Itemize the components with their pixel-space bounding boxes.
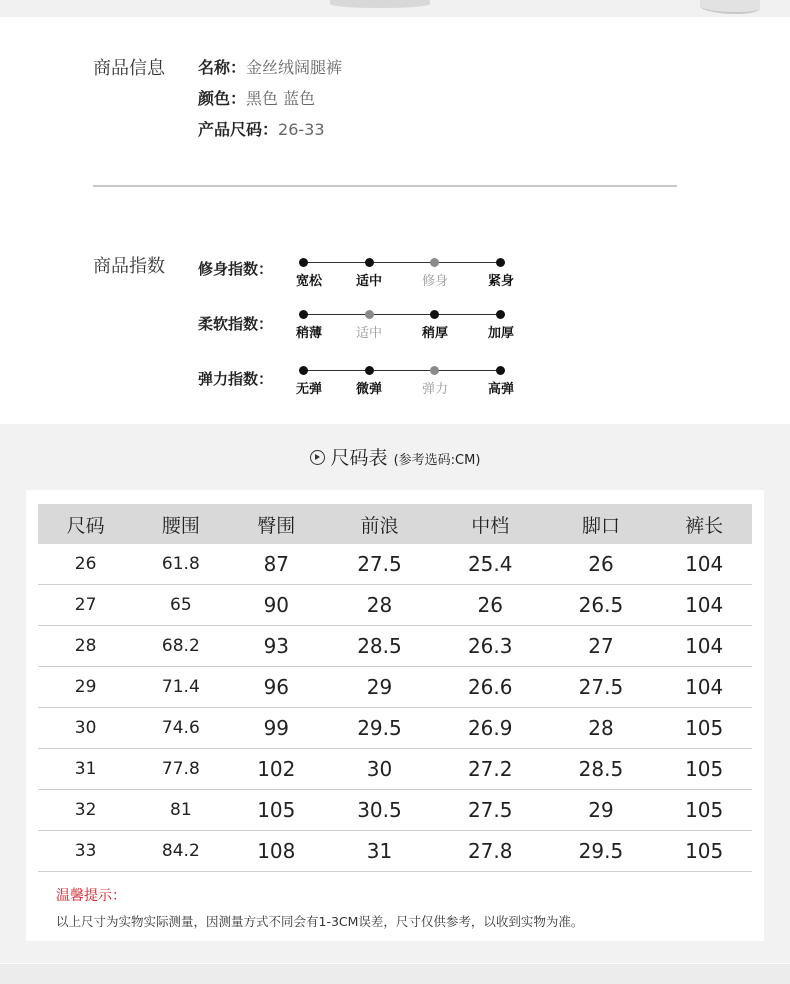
scale-option-label: 无弹 [295,382,322,397]
table-cell: 104 [656,585,752,626]
size-chart-subtitle: (参考选码:CM) [393,453,481,468]
table-cell: 28.5 [546,749,657,790]
table-cell: 90 [228,585,324,626]
index-label-elasticity: 弹力指数： [198,370,274,388]
play-circle-icon [310,450,325,465]
shoe-image [330,0,430,8]
info-row-name [198,55,342,78]
scale-option-label: 稍厚 [421,326,448,341]
scale-option-label: 适中 [355,326,382,341]
scale-option-label: 紧身 [487,274,514,289]
scale-dot [496,310,505,319]
table-cell: 26.6 [435,667,546,708]
scale-dot [299,366,308,375]
scale-dot [299,258,308,267]
table-row [38,626,752,667]
table-header-cell: 尺码 [38,504,133,544]
table-cell: 29 [324,667,435,708]
scale-dot [496,366,505,375]
table-cell: 27.5 [435,790,546,831]
table-cell: 74.6 [133,708,228,749]
scale-line [303,370,501,371]
table-cell: 27.5 [546,667,657,708]
table-cell: 26.3 [435,626,546,667]
table-cell: 29 [38,667,133,708]
table-cell: 25.4 [435,544,546,585]
size-chart-title [0,443,790,470]
size-table [38,504,752,872]
table-cell: 65 [133,585,228,626]
table-cell: 26.9 [435,708,546,749]
scale-option-label: 微弹 [355,382,382,397]
table-cell: 28 [324,585,435,626]
table-cell: 104 [656,626,752,667]
table-cell: 30.5 [324,790,435,831]
tips-title: 温馨提示： [56,888,126,904]
table-cell: 27.2 [435,749,546,790]
table-cell: 28 [546,708,657,749]
table-row [38,790,752,831]
info-value: 黑色 蓝色 [246,89,316,108]
bottom-strip [0,963,790,984]
table-cell: 105 [228,790,324,831]
table-cell: 26 [546,544,657,585]
size-chart-title-text: 尺码表 [330,447,388,469]
scale-option-label: 弹力 [421,382,448,397]
table-cell: 77.8 [133,749,228,790]
table-header-cell: 臀围 [228,504,324,544]
scale-option-label: 稍薄 [295,326,322,341]
index-section-title: 商品指数 [93,256,165,277]
table-header-cell: 裤长 [656,504,752,544]
table-cell: 30 [324,749,435,790]
table-cell: 32 [38,790,133,831]
tips-text: 以上尺寸为实物实际测量，因测量方式不同会有1-3CM误差，尺寸仅供参考，以收到实物为准。 [56,914,584,929]
info-label: 名称： [198,58,247,77]
table-cell: 31 [38,749,133,790]
scale-dot [430,258,439,267]
index-label-fit: 修身指数： [198,260,274,278]
table-header-cell: 前浪 [324,504,435,544]
table-cell: 71.4 [133,667,228,708]
table-cell: 105 [656,708,752,749]
table-cell: 29 [546,790,657,831]
table-header-cell: 腰围 [133,504,228,544]
table-row [38,708,752,749]
table-cell: 33 [38,831,133,872]
table-cell: 96 [228,667,324,708]
table-cell: 93 [228,626,324,667]
table-cell: 105 [656,831,752,872]
scale-option-label: 加厚 [487,326,514,341]
table-cell: 108 [228,831,324,872]
table-cell: 105 [656,790,752,831]
table-cell: 99 [228,708,324,749]
scale-dot [365,310,374,319]
section-divider [93,185,677,187]
info-label: 颜色： [198,89,247,108]
table-cell: 26 [38,544,133,585]
scale-dot [365,258,374,267]
scale-option-label: 高弹 [487,382,514,397]
table-cell: 27 [546,626,657,667]
table-cell: 31 [324,831,435,872]
scale-dot [430,366,439,375]
info-value: 26-33 [278,120,325,139]
scale-dot [430,310,439,319]
info-label: 产品尺码： [198,120,279,139]
info-value: 金丝绒阔腿裤 [246,58,343,77]
table-row [38,585,752,626]
table-cell: 29.5 [546,831,657,872]
table-cell: 27 [38,585,133,626]
table-row [38,749,752,790]
scale-dot [496,258,505,267]
table-cell: 102 [228,749,324,790]
info-row-size [198,117,325,140]
info-section-title: 商品信息 [93,58,165,79]
table-row [38,831,752,872]
table-cell: 27.5 [324,544,435,585]
table-cell: 27.8 [435,831,546,872]
table-cell: 29.5 [324,708,435,749]
index-scale-elasticity [293,366,523,406]
scale-option-label: 修身 [421,274,448,289]
scale-option-label: 宽松 [295,274,322,289]
table-cell: 30 [38,708,133,749]
scale-line [303,262,501,263]
table-cell: 87 [228,544,324,585]
index-scale-fit [293,258,523,298]
shoe-image [700,0,760,14]
table-cell: 28.5 [324,626,435,667]
size-chart-card [26,490,764,941]
index-scale-softness [293,310,523,350]
table-header-cell: 脚口 [546,504,657,544]
table-cell: 26.5 [546,585,657,626]
table-cell: 81 [133,790,228,831]
table-cell: 61.8 [133,544,228,585]
table-cell: 28 [38,626,133,667]
scale-option-label: 适中 [355,274,382,289]
table-cell: 84.2 [133,831,228,872]
table-header-cell: 中档 [435,504,546,544]
table-row [38,667,752,708]
table-cell: 104 [656,667,752,708]
table-cell: 26 [435,585,546,626]
table-header-row [38,504,752,544]
table-cell: 104 [656,544,752,585]
table-row [38,544,752,585]
table-cell: 68.2 [133,626,228,667]
scale-line [303,314,501,315]
info-row-color [198,86,315,109]
table-cell: 105 [656,749,752,790]
index-label-softness: 柔软指数： [198,315,274,333]
product-photo-strip [0,0,790,17]
scale-dot [299,310,308,319]
scale-dot [365,366,374,375]
